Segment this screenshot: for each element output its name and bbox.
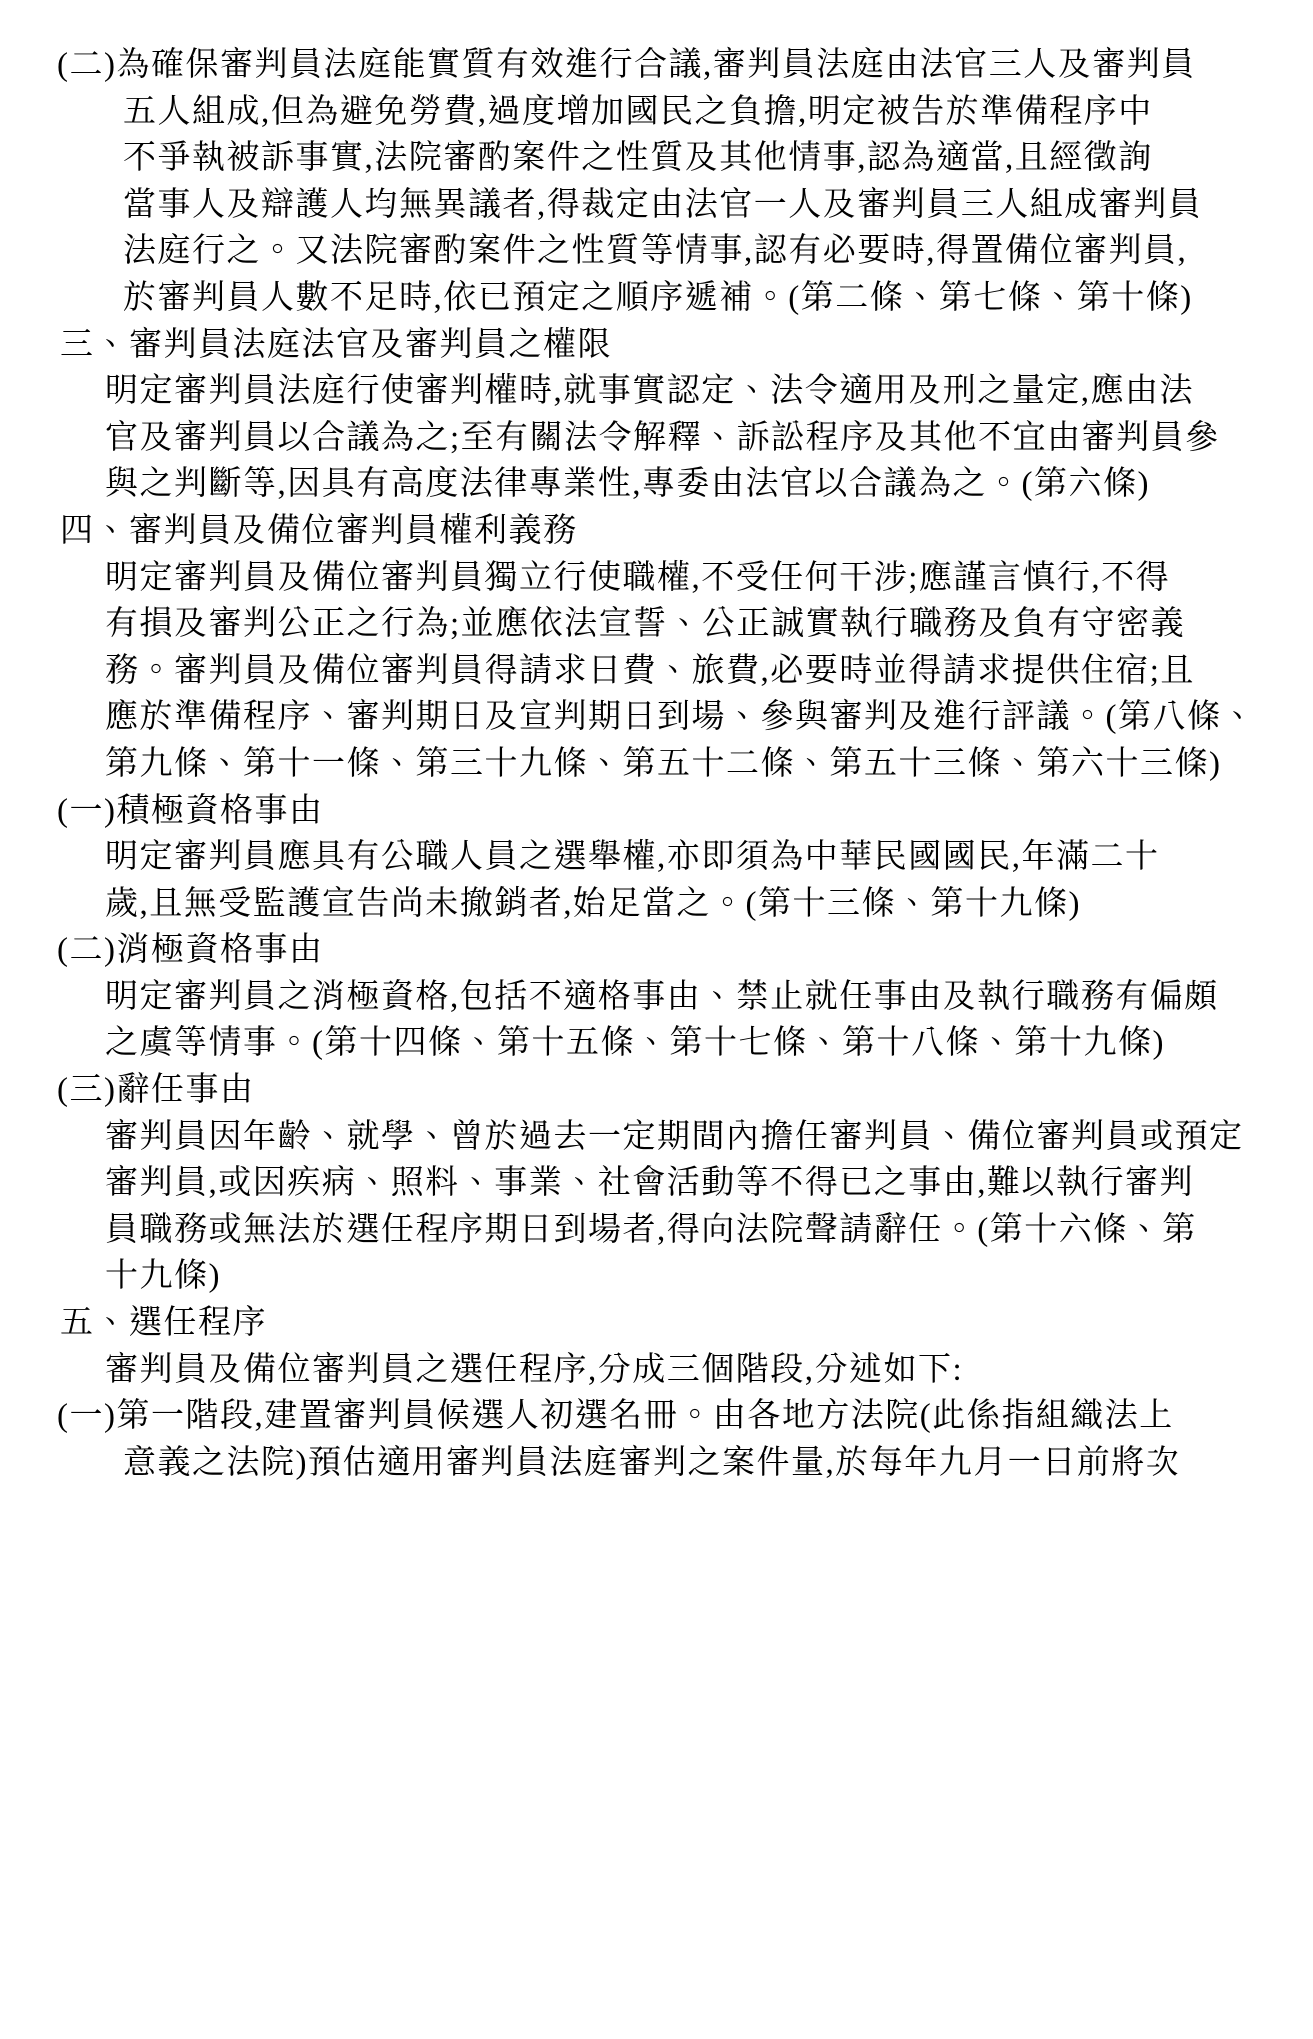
paragraph-line: 第九條、第十一條、第三十九條、第五十二條、第五十三條、第六十三條): [105, 745, 1222, 782]
paragraph-line: 務。審判員及備位審判員得請求日費、旅費,必要時並得請求提供住宿;且: [105, 652, 1195, 689]
document-body: [0, 42, 1313, 1486]
paragraph-line: 之虞等情事。(第十四條、第十五條、第十七條、第十八條、第十九條): [105, 1025, 1165, 1062]
subitem-heading: (三)辭任事由: [57, 1072, 255, 1109]
paragraph-line: 審判員及備位審判員之選任程序,分成三個階段,分述如下:: [105, 1351, 964, 1388]
paragraph-line: 明定審判員之消極資格,包括不適格事由、禁止就任事由及執行職務有偏頗: [105, 978, 1219, 1015]
subitem-heading: (一)積極資格事由: [57, 792, 324, 829]
paragraph-line: 歲,且無受監護宣告尚未撤銷者,始足當之。(第十三條、第十九條): [105, 885, 1081, 922]
paragraph-line: 法庭行之。又法院審酌案件之性質等情事,認有必要時,得置備位審判員,: [123, 233, 1188, 270]
subitem-heading: (二)消極資格事由: [57, 932, 324, 969]
paragraph-line: 應於準備程序、審判期日及宣判期日到場、參與審判及進行評議。(第八條、: [105, 699, 1256, 736]
section-heading: 三、審判員法庭法官及審判員之權限: [60, 326, 612, 363]
item-paragraph-start: (二)為確保審判員法庭能實質有效進行合議,審判員法庭由法官三人及審判員: [57, 47, 1196, 83]
paragraph-line: 意義之法院)預估適用審判員法庭審判之案件量,於每年九月一日前將次: [123, 1444, 1181, 1481]
paragraph-line: 審判員,或因疾病、照料、事業、社會活動等不得已之事由,難以執行審判: [105, 1165, 1194, 1202]
paragraph-line: 員職務或無法於選任程序期日到場者,得向法院聲請辭任。(第十六條、第: [105, 1211, 1197, 1248]
paragraph-line: 十九條): [105, 1258, 221, 1295]
paragraph-line: 當事人及辯護人均無異議者,得裁定由法官一人及審判員三人組成審判員: [123, 186, 1203, 223]
paragraph-line: 審判員因年齡、就學、曾於過去一定期間內擔任審判員、備位審判員或預定: [105, 1118, 1244, 1155]
paragraph-line: 於審判員人數不足時,依已預定之順序遞補。(第二條、第七條、第十條): [123, 279, 1193, 316]
paragraph-line: 明定審判員及備位審判員獨立行使職權,不受任何干涉;應謹言慎行,不得: [105, 559, 1171, 596]
item-paragraph-start: (一)第一階段,建置審判員候選人初選名冊。由各地方法院(此係指組織法上: [57, 1398, 1174, 1435]
paragraph-line: 官及審判員以合議為之;至有關法令解釋、訴訟程序及其他不宜由審判員參: [105, 419, 1220, 456]
paragraph-line: 五人組成,但為避免勞費,過度增加國民之負擔,明定被告於準備程序中: [123, 93, 1153, 130]
section-heading: 五、選任程序: [60, 1305, 267, 1342]
section-heading: 四、審判員及備位審判員權利義務: [60, 512, 578, 549]
paragraph-line: 有損及審判公正之行為;並應依法宣誓、公正誠實執行職務及負有守密義: [105, 606, 1186, 643]
paragraph-line: 不爭執被訴事實,法院審酌案件之性質及其他情事,認為適當,且經徵詢: [123, 140, 1153, 177]
paragraph-line: 明定審判員應具有公職人員之選舉權,亦即須為中華民國國民,年滿二十: [105, 839, 1160, 876]
paragraph-line: 與之判斷等,因具有高度法律專業性,專委由法官以合議為之。(第六條): [105, 466, 1150, 503]
paragraph-line: 明定審判員法庭行使審判權時,就事實認定、法令適用及刑之量定,應由法: [105, 373, 1194, 410]
